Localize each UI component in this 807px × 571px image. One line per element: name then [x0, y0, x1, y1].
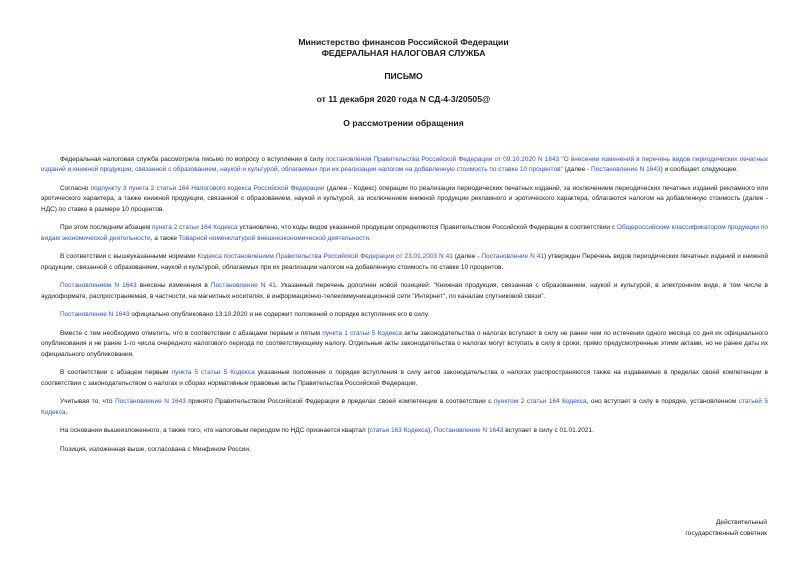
paragraph-text: (далее -	[562, 166, 592, 174]
paragraph-text: вступает в силу с 01.01.2021.	[503, 427, 594, 435]
document-type: ПИСЬМО	[384, 71, 423, 81]
paragraph-text: , а также	[150, 234, 179, 242]
paragraph-text: официально опубликовано 13.10.2020 и не содержит положений о порядке вступления его в силу.	[129, 311, 430, 319]
paragraph-10	[41, 426, 768, 436]
link-resolution-41[interactable]: Постановление N 41	[210, 282, 276, 290]
signature-line-2: государственный советник	[685, 529, 767, 537]
paragraph-text: .	[65, 408, 68, 416]
link-resolution-1643-full[interactable]: постановления Правительства Российской Федерации от 09.10.2020 N 1643 "О внесении изменений в перечень видов периодических печатных изданий и книжной продукции, связанной с образованием, наукой и культурой, облагаемых при их реализации налогом на добавленную стоимость по ставке 10 процентов"	[41, 156, 768, 174]
paragraph-text: . Указанный перечень дополнен новой позицией: "Книжная продукция, связанная с образованием, наукой и культурой, в электронном виде, в том числе в аудиоформате, распространяемая, в частности, на магнитных носителях, в информационно-телекоммуникационной сети "Интернет", по каналам спутниковой связи".	[41, 282, 769, 300]
paragraph-text: указанные положения о порядке вступления в силу актов законодательства о налогах распространяются также на издаваемые в пределах своей компетенции в соответствии с законодательством о налогах и сборах нормативные правовые акты Правительства Российской Федерации.	[41, 369, 768, 387]
link-okpd-classifier[interactable]: Общероссийским классификатором продукции по видам экономической деятельности	[41, 224, 768, 242]
paragraph-text: Позиция, изложенная выше, согласована с Минфином России.	[60, 446, 251, 453]
paragraph-text: Федеральная налоговая служба рассмотрела письмо по вопросу о вступлении в силу	[60, 156, 326, 163]
paragraph-text: ) утвержден Перечень видов периодических печатных изданий и книжной продукции, связанной с образованием, наукой и культурой, облагаемых при их реализации налогом на добавленную стоимость по ставке 10 процентов.	[41, 253, 768, 271]
link-resolution-41[interactable]: Постановление N 41	[481, 253, 544, 261]
paragraph-text: установлено, что коды видов указанной продукции определяются Правительством Российской Федерации в соответствии с	[237, 224, 617, 232]
paragraph-9	[41, 397, 768, 418]
paragraph-7	[41, 329, 768, 360]
paragraph-5	[41, 281, 768, 302]
paragraph-text: .	[369, 234, 371, 242]
paragraph-text: В соответствии с абзацем первым	[60, 369, 172, 377]
paragraph-text: акты законодательства о налогах вступают в силу не ранее чем по истечении одного месяца со дня их официального опубликования и не ранее 1-го числа очередного налогового периода по соответствующему налогу. Отдельные акты законодательства о налогах могут вступать в силу в сроки, прямо предусмотренные этими актами, но не ранее даты их официального опубликования.	[41, 330, 769, 358]
link-tn-ved[interactable]: Товарной номенклатурой внешнеэкономической деятельности	[178, 234, 370, 242]
ministry-heading: Министерство финансов Российской Федерации	[298, 37, 509, 47]
paragraph-text: В соответствии с вышеуказанными нормами	[60, 253, 198, 261]
link-code-5-5[interactable]: пункта 5 статьи 5 Кодекса	[171, 369, 255, 377]
link-code-164-2[interactable]: пунктом 2 статьи 164 Кодекса	[493, 398, 587, 406]
paragraph-8	[41, 368, 768, 389]
signature-line-1: Действительный	[715, 519, 767, 526]
paragraph-text: Вместе с тем необходимо отметить, что в соответствии с абзацами первым и пятым	[60, 330, 323, 337]
paragraph-text: Согласно	[60, 185, 91, 192]
paragraph-text: (далее -	[452, 253, 482, 261]
paragraph-2	[41, 184, 768, 215]
paragraph-text: , оно вступает в силу в порядке, установленном	[586, 398, 739, 406]
link-code[interactable]: Кодекса	[197, 253, 222, 261]
paragraph-text: При этом последним абзацем	[60, 224, 153, 232]
link-resolution-1643[interactable]: Постановлением N 1643	[60, 282, 137, 290]
link-code-163[interactable]: статья 163 Кодекса	[369, 427, 429, 435]
paragraph-text: На основании вышеизложенного, а также того, что налоговым периодом по НДС признается квартал (	[60, 427, 370, 435]
paragraph-1	[41, 155, 768, 176]
link-resolution-1643[interactable]: Постановление N 1643	[114, 398, 186, 406]
link-resolution-1643[interactable]: Постановление N 1643	[433, 427, 504, 435]
paragraph-text: ),	[428, 427, 434, 435]
document-subject: О рассмотрении обращения	[343, 118, 464, 128]
paragraph-text: (далее - Кодекс) операции по реализации периодических печатных изданий, за исключением периодических печатных изданий рекламного или эротического характера, а также книжной продукции, связанной с образованием, наукой и культурой, за исключением книжной продукции рекламного и эротического характера, облагаются налогом на добавленную стоимость (далее - НДС) по ставке в размере 10 процентов.	[41, 185, 769, 213]
document-date-number: от 11 декабря 2020 года N СД-4-3/20505@	[316, 94, 491, 104]
service-heading: ФЕДЕРАЛЬНАЯ НАЛОГОВАЯ СЛУЖБА	[321, 48, 486, 58]
link-code-5-1[interactable]: пункта 1 статьи 5 Кодекса	[322, 330, 403, 337]
paragraph-3	[41, 223, 768, 244]
letter-body	[41, 155, 768, 464]
link-tax-code-164-2-3[interactable]: подпункту 3 пункта 2 статьи 164 Налогового кодекса Российской Федерации	[90, 185, 325, 192]
paragraph-4	[41, 252, 768, 273]
paragraph-text: внесены изменения в	[136, 282, 211, 290]
paragraph-text: Учитывая то, что	[60, 398, 115, 406]
link-code-5[interactable]: статьей 5 Кодекса	[41, 398, 768, 416]
paragraph-6	[41, 310, 768, 320]
link-resolution-1643[interactable]: Постановление N 1643	[591, 166, 661, 174]
signature-block	[685, 518, 767, 539]
link-resolution-1643[interactable]: Постановление N 1643	[60, 311, 130, 319]
paragraph-text: ) и сообщает следующее.	[660, 166, 739, 174]
paragraph-text: принято Правительством Российской Федерации в пределах своей компетенции в соответствии с	[185, 398, 494, 406]
paragraph-11	[41, 445, 768, 455]
link-resolution-41-full[interactable]: постановлением Правительства Российской Федерации от 23.01.2003 N 41	[223, 253, 453, 261]
link-code-164-2[interactable]: пункта 2 статьи 164 Кодекса	[152, 224, 238, 232]
